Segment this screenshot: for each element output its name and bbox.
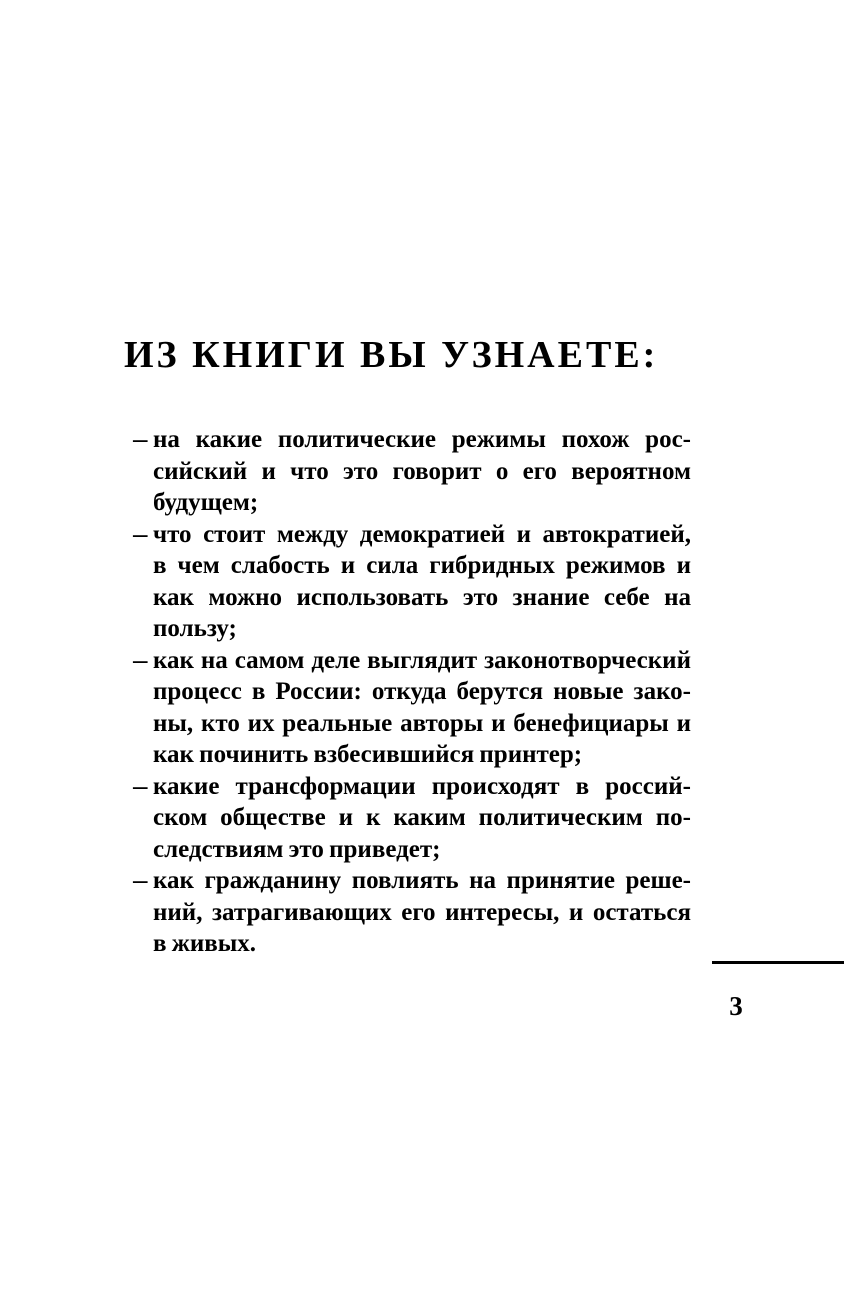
list-item-line: как можно использовать это знание себе на: [153, 583, 691, 611]
bullet-dash: —: [133, 646, 148, 674]
list-item: [133, 771, 691, 866]
bullet-dash: —: [133, 867, 148, 894]
list-item: [133, 865, 691, 960]
list-item-line: ском обществе и к каким политическим по-: [153, 804, 691, 831]
list-item-line: в живых.: [153, 930, 257, 957]
list-item: [133, 519, 691, 645]
list-item-line: сийский и что это говорит о его вероятном: [153, 457, 691, 485]
list-item-line: следствиям это приведет;: [153, 835, 441, 863]
list-item-line: ний, затрагивающих его интересы, и остаться: [153, 898, 691, 926]
list-item-line: как на самом деле выглядит законотворческий: [153, 646, 691, 674]
page-number: 3: [729, 991, 743, 1021]
list-item-line: что стоит между демократией и автократией,: [153, 520, 691, 548]
bullet-dash: —: [133, 426, 148, 453]
list-item-line: какие трансформации происходят в россий-: [153, 772, 691, 800]
list-item-line: в чем слабость и сила гибридных режимов и: [153, 552, 691, 579]
list-item-line: как починить взбесившийся принтер;: [153, 741, 583, 768]
list-item: [133, 645, 691, 771]
footer-rule: [712, 961, 844, 964]
list-item: [133, 424, 691, 519]
page-title: ИЗ КНИГИ ВЫ УЗНАЕТЕ:: [124, 334, 659, 376]
list-item-line: будущем;: [153, 489, 259, 516]
list-item-line: ны, кто их реальные авторы и бенефициары и: [153, 709, 691, 737]
list-item-line: как гражданину повлиять на принятие реше-: [153, 867, 691, 894]
list-item-line: на какие политические режимы похож рос-: [153, 426, 691, 453]
learn-list: [133, 424, 691, 960]
list-item-line: процесс в России: откуда берутся новые зако-: [153, 678, 691, 705]
bullet-dash: —: [133, 772, 148, 800]
list-item-line: пользу;: [153, 615, 237, 642]
bullet-dash: —: [133, 520, 148, 548]
